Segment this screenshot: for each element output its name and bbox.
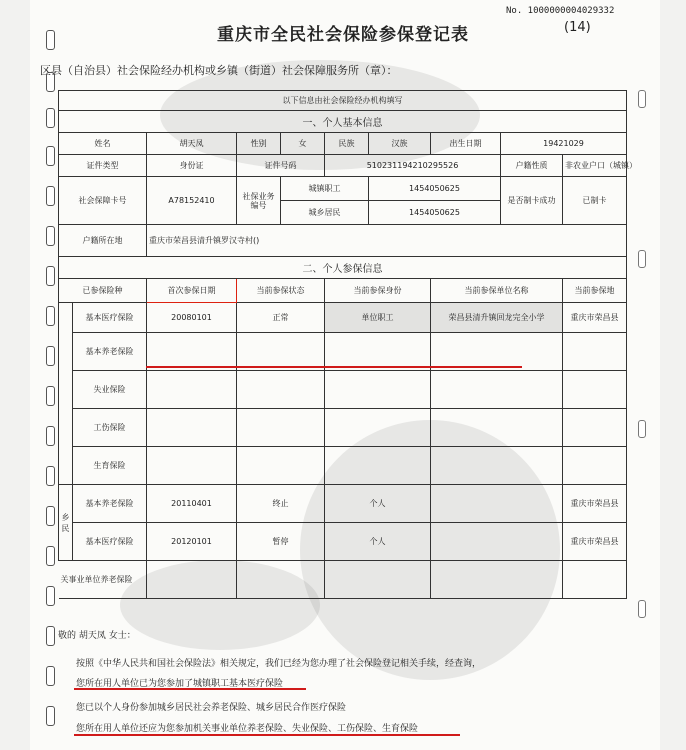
row-date bbox=[147, 447, 237, 485]
row-date: 20120101 bbox=[147, 523, 237, 561]
document-number: No. 1000000004029332 bbox=[506, 6, 615, 16]
row-type: 基本医疗保险 bbox=[73, 523, 147, 561]
header-insurance-type: 已参保险种 bbox=[59, 279, 147, 303]
row-place bbox=[563, 371, 627, 409]
row-unit: 荣昌县清升镇回龙完全小学 bbox=[431, 303, 563, 333]
row-unit bbox=[431, 333, 563, 371]
row-place: 重庆市荣昌县 bbox=[563, 523, 627, 561]
value-card-no: A78152410 bbox=[147, 177, 237, 225]
row-cell bbox=[147, 561, 237, 599]
row-identity: 单位职工 bbox=[325, 303, 431, 333]
group-cell-worker bbox=[59, 303, 73, 485]
row-identity bbox=[325, 409, 431, 447]
red-underline bbox=[146, 366, 522, 368]
row-place: 重庆市荣昌县 bbox=[563, 303, 627, 333]
row-type: 基本养老保险 bbox=[73, 333, 147, 371]
binder-hole bbox=[638, 90, 646, 108]
binder-hole bbox=[46, 546, 55, 566]
header-status: 当前参保状态 bbox=[237, 279, 325, 303]
paragraph-1: 按照《中华人民共和国社会保险法》相关规定，我们已经为您办理了社会保险登记相关手续，经查询， bbox=[76, 659, 482, 669]
row-status bbox=[237, 333, 325, 371]
row-cell bbox=[563, 561, 627, 599]
header-identity: 当前参保身份 bbox=[325, 279, 431, 303]
row-status bbox=[237, 371, 325, 409]
paragraph-2: 您所在用人单位已为您参加了城镇职工基本医疗保险 bbox=[76, 679, 284, 689]
label-ethnicity: 民族 bbox=[325, 133, 369, 155]
row-date: 20110401 bbox=[147, 485, 237, 523]
row-identity: 个人 bbox=[325, 485, 431, 523]
row-unit bbox=[431, 485, 563, 523]
binder-hole bbox=[46, 706, 55, 726]
section-title-insurance: 二、个人参保信息 bbox=[59, 257, 627, 279]
row-status: 终止 bbox=[237, 485, 325, 523]
row-type: 基本养老保险 bbox=[73, 485, 147, 523]
label-urban-resident: 城乡居民 bbox=[281, 201, 369, 225]
header-place: 当前参保地 bbox=[563, 279, 627, 303]
row-date: 20080101 bbox=[147, 303, 237, 333]
header-unit: 当前参保单位名称 bbox=[431, 279, 563, 303]
page-title: 重庆市全民社会保险参保登记表 bbox=[217, 25, 469, 45]
red-underline bbox=[74, 734, 460, 736]
label-dob: 出生日期 bbox=[431, 133, 501, 155]
value-id-no: 510231194210295526 bbox=[325, 155, 501, 177]
binder-hole bbox=[46, 426, 55, 446]
row-identity bbox=[325, 333, 431, 371]
label-card-no: 社会保障卡号 bbox=[59, 177, 147, 225]
value-gender: 女 bbox=[281, 133, 325, 155]
binder-hole bbox=[46, 466, 55, 486]
row-status bbox=[237, 447, 325, 485]
row-cell bbox=[237, 561, 325, 599]
row-identity bbox=[325, 447, 431, 485]
binder-hole bbox=[46, 266, 55, 286]
row-status bbox=[237, 409, 325, 447]
row-type-pension: 关事业单位养老保险 bbox=[59, 561, 147, 599]
value-id-type: 身份证 bbox=[147, 155, 237, 177]
agency-line: 区县（自治县）社会保险经办机构或乡镇（街道）社会保障服务所（章）： bbox=[40, 64, 398, 77]
row-place bbox=[563, 333, 627, 371]
binder-hole bbox=[46, 186, 55, 206]
binder-hole bbox=[638, 420, 646, 438]
header-first-date: 首次参保日期 bbox=[147, 279, 237, 303]
paragraph-4: 您所在用人单位还应为您参加机关事业单位养老保险、失业保险、工伤保险、生育保险 bbox=[76, 724, 419, 734]
row-place: 重庆市荣昌县 bbox=[563, 485, 627, 523]
binder-hole bbox=[46, 108, 55, 128]
group-cell-resident: 乡民 bbox=[59, 485, 73, 561]
value-worker-no: 1454050625 bbox=[369, 177, 501, 201]
binder-hole bbox=[46, 306, 55, 326]
row-place bbox=[563, 447, 627, 485]
value-hukou-type: 非农业户口（城镇） bbox=[563, 155, 627, 177]
label-hukou-addr: 户籍所在地 bbox=[59, 225, 147, 257]
row-type: 基本医疗保险 bbox=[73, 303, 147, 333]
label-id-no: 证件号码 bbox=[237, 155, 325, 177]
row-cell bbox=[431, 561, 563, 599]
binder-hole bbox=[46, 666, 55, 686]
label-hukou-type: 户籍性质 bbox=[501, 155, 563, 177]
greeting: 敬的 胡天凤 女士： bbox=[58, 631, 136, 641]
binder-hole bbox=[46, 146, 55, 166]
binder-hole bbox=[46, 586, 55, 606]
binder-hole bbox=[46, 626, 55, 646]
row-cell bbox=[325, 561, 431, 599]
label-urban-worker: 城镇职工 bbox=[281, 177, 369, 201]
handwritten-number: (14) bbox=[564, 20, 591, 35]
row-place bbox=[563, 409, 627, 447]
binder-hole bbox=[638, 600, 646, 618]
section-title-basic: 一、个人基本信息 bbox=[59, 111, 627, 133]
row-date bbox=[147, 371, 237, 409]
row-date bbox=[147, 333, 237, 371]
row-identity bbox=[325, 371, 431, 409]
binder-hole bbox=[46, 386, 55, 406]
row-unit bbox=[431, 447, 563, 485]
value-hukou-addr: 重庆市荣昌县清升镇罗汉寺村() bbox=[147, 225, 627, 257]
row-unit bbox=[431, 371, 563, 409]
row-date bbox=[147, 409, 237, 447]
row-status: 暂停 bbox=[237, 523, 325, 561]
value-name: 胡天凤 bbox=[147, 133, 237, 155]
row-unit bbox=[431, 523, 563, 561]
value-ethnicity: 汉族 bbox=[369, 133, 431, 155]
registration-table bbox=[58, 90, 637, 599]
binder-hole bbox=[46, 346, 55, 366]
row-unit bbox=[431, 409, 563, 447]
row-type: 生育保险 bbox=[73, 447, 147, 485]
fill-notice: 以下信息由社会保险经办机构填写 bbox=[59, 91, 627, 111]
binder-hole bbox=[638, 250, 646, 268]
row-type: 失业保险 bbox=[73, 371, 147, 409]
binder-margin bbox=[0, 0, 30, 750]
value-card-status: 已制卡 bbox=[563, 177, 627, 225]
label-name: 姓名 bbox=[59, 133, 147, 155]
label-biz-no: 社保业务编号 bbox=[237, 177, 281, 225]
binder-hole bbox=[46, 226, 55, 246]
label-id-type: 证件类型 bbox=[59, 155, 147, 177]
row-identity: 个人 bbox=[325, 523, 431, 561]
label-gender: 性别 bbox=[237, 133, 281, 155]
row-type: 工伤保险 bbox=[73, 409, 147, 447]
label-card-status: 是否制卡成功 bbox=[501, 177, 563, 225]
paragraph-3: 您已以个人身份参加城乡居民社会养老保险、城乡居民合作医疗保险 bbox=[76, 703, 347, 713]
value-resident-no: 1454050625 bbox=[369, 201, 501, 225]
row-status: 正常 bbox=[237, 303, 325, 333]
value-dob: 19421029 bbox=[501, 133, 627, 155]
binder-hole bbox=[46, 506, 55, 526]
